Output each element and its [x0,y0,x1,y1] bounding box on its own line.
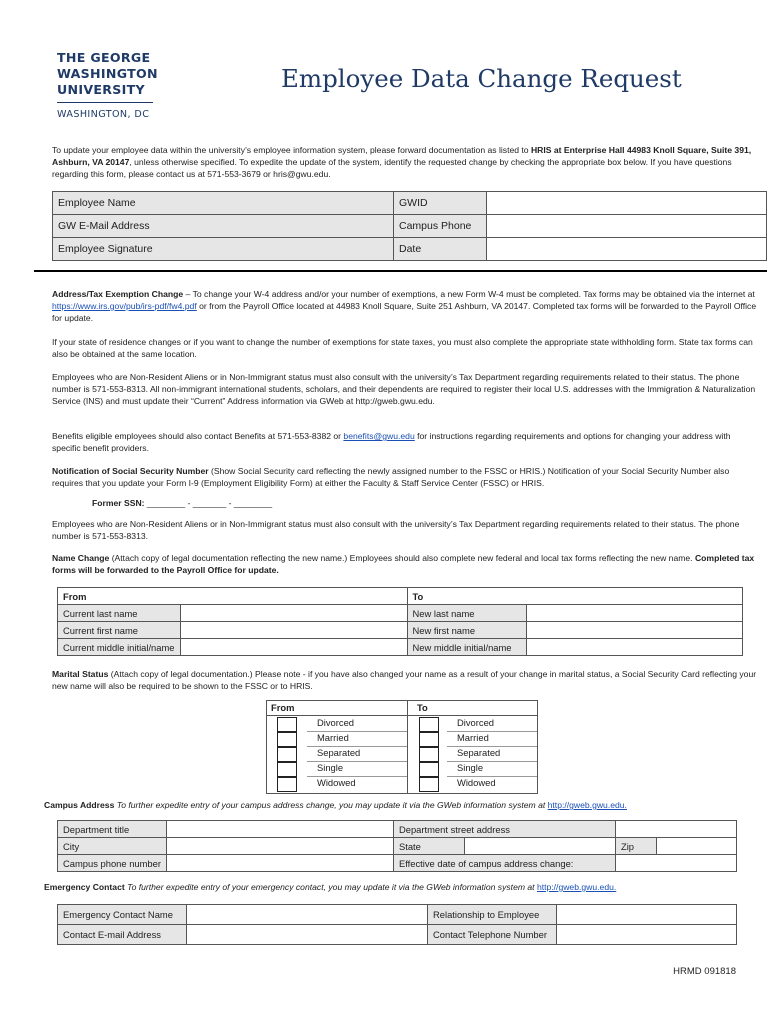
benefits-paragraph [52,430,757,454]
marital-from-label-married: Married [317,732,349,743]
name-change-paragraph [52,552,757,576]
marital-to-checkbox-separated[interactable] [419,747,439,762]
marital-to-label-widowed: Widowed [457,777,496,788]
page-title: Employee Data Change Request [281,64,682,93]
marital-text: (Attach copy of legal documentation.) Please note - if you have also changed your name as a result of your change in marital status, a Social Security Card reflecting your new name will also be required to be shown to the FSSC or to HRIS. [52,669,757,691]
marital-to-label-married: Married [457,732,489,743]
employee-info-table [52,191,767,261]
emergency-contact-name-field[interactable] [187,905,428,925]
marital-header-rule [267,715,537,716]
campus-text: To further expedite entry of your campus address change, you may update it via the GWeb information system at [114,800,548,810]
name-change-text: (Attach copy of legal documentation reflecting the new name.) Employees should also complete new federal and local tax forms reflecting the new name. [109,553,695,563]
campus-phone-label: Campus Phone [394,215,487,238]
emergency-gweb-link[interactable]: http://gweb.gwu.edu. [536,882,617,892]
non-resident-paragraph: Employees who are Non-Resident Aliens or in Non-Immigrant status must also consult with the university’s Tax Department regarding requirements related to their status. The phone number is 571-553-8313. All non-immigrant international students, scholars, and their dependents are required to register their local U.S. addresses with the Immigration & Naturalization Service (INS) and must update their “Current” Address information via GWeb at http://gweb.gwu.edu. [52,372,756,406]
new-last-name-label: New last name [407,605,526,622]
emergency-text: To further expedite entry of your emergency contact, you may update it via the GWeb information system at [124,882,537,892]
state-field[interactable] [464,838,615,855]
marital-to-checkbox-widowed[interactable] [419,777,439,792]
logo-line-1: THE GEORGE [57,50,151,65]
intro-text: To update your employee data within the university’s employee information system, please forward documentation as listed to [52,145,531,155]
marital-from-label-divorced: Divorced [317,717,354,728]
contact-email-label: Contact E-mail Address [58,925,187,945]
department-title-field[interactable] [166,821,393,838]
former-ssn [92,498,272,508]
name-from-header: From [58,588,408,605]
campus-phone-number-label: Campus phone number [58,855,167,872]
address-heading: Address/Tax Exemption Change [52,289,184,299]
department-title-label: Department title [58,821,167,838]
address-text: – To change your W-4 address and/or your number of exemptions, a new Form W-4 must be completed. Tax forms may be obtained via the internet at [183,289,755,299]
section-divider [34,270,767,272]
campus-address-table [57,820,737,872]
marital-from-checkbox-divorced[interactable] [277,717,297,732]
zip-field[interactable] [656,838,736,855]
ssn-heading: Notification of Social Security Number [52,466,209,476]
emergency-contact-paragraph [44,882,764,892]
marital-to-checkbox-single[interactable] [419,762,439,777]
gwid-label: GWID [394,192,487,215]
marital-column-rule [407,701,408,793]
campus-gweb-link[interactable]: http://gweb.gwu.edu. [547,800,627,810]
benefits-text: Benefits eligible employees should also contact Benefits at 571-553-8382 or [52,431,344,441]
effective-date-label: Effective date of campus address change: [393,855,615,872]
marital-from-checkbox-separated[interactable] [277,747,297,762]
address-change-paragraph [52,288,757,324]
new-middle-name-field[interactable] [526,639,742,656]
marital-to-header: To [417,702,428,713]
marital-to-label-separated: Separated [457,747,501,758]
ssn-non-resident-paragraph: Employees who are Non-Resident Aliens or in Non-Immigrant status must also consult with the university’s Tax Department regarding requirements related to their status. The phone number is 571-553-8313. [52,519,740,541]
department-street-field[interactable] [615,821,736,838]
emergency-contact-table [57,904,737,945]
benefits-text-2: for instructions regarding requirements and options for changing your address with specific benefit providers. [52,431,731,453]
former-ssn-label: Former SSN: [92,498,145,508]
current-last-name-label: Current last name [58,605,181,622]
marital-from-label-separated: Separated [317,747,361,758]
gw-email-label: GW E-Mail Address [53,215,394,238]
marital-heading: Marital Status [52,669,109,679]
city-field[interactable] [166,838,393,855]
current-first-name-label: Current first name [58,622,181,639]
current-first-name-field[interactable] [180,622,407,639]
address-text-2: or from the Payroll Office located at 44983 Knoll Square, Suite 251 Ashburn, VA 20147. Completed tax forms will be forwarded to the Payroll Office for update. [52,301,757,323]
date-field[interactable] [487,238,767,261]
department-street-label: Department street address [393,821,615,838]
new-middle-name-label: New middle initial/name [407,639,526,656]
intro-paragraph [52,144,757,180]
ssn-paragraph [52,465,757,489]
employee-name-label: Employee Name [53,192,394,215]
benefits-email-link[interactable]: benefits@gwu.edu [343,431,415,441]
form-code: HRMD 091818 [673,966,736,977]
ssn-text: (Show Social Security card reflecting the newly assigned number to the FSSC or HRIS.) Notification of your Social Security Number also requires that you update your Form I-9 (Employment Eligibility Form) at either the Faculty & Staff Service Center (FSSC) or HRIS. [52,466,730,488]
date-label: Date [394,238,487,261]
name-to-header: To [407,588,742,605]
university-logo [57,50,157,120]
marital-from-label-single: Single [317,762,344,773]
logo-line-2: WASHINGTON [57,66,158,81]
logo-line-4: WASHINGTON, DC [57,109,150,120]
intro-address: HRIS at Enterprise Hall 44983 Knoll Square, Suite 391, Ashburn, VA 20147 [52,145,752,167]
gwid-field[interactable] [487,192,767,215]
relationship-field[interactable] [557,905,737,925]
marital-from-label-widowed: Widowed [317,777,356,788]
new-last-name-field[interactable] [526,605,742,622]
new-first-name-label: New first name [407,622,526,639]
logo-line-3: UNIVERSITY [57,82,145,97]
new-first-name-field[interactable] [526,622,742,639]
name-change-bold: Completed tax forms will be forwarded to the Payroll Office for update. [52,553,755,575]
state-tax-paragraph: If your state of residence changes or if you want to change the number of exemptions for state taxes, you must also complete the appropriate state withholding form. State tax forms can also be obtained at the same location. [52,337,753,359]
current-middle-name-field[interactable] [180,639,407,656]
marital-from-checkbox-widowed[interactable] [277,777,297,792]
marital-to-checkbox-divorced[interactable] [419,717,439,732]
state-label: State [393,838,464,855]
marital-status-box [266,700,538,794]
emergency-contact-name-label: Emergency Contact Name [58,905,187,925]
marital-from-checkbox-married[interactable] [277,732,297,747]
employee-signature-label: Employee Signature [53,238,394,261]
emergency-heading: Emergency Contact [44,882,125,892]
campus-phone-number-field[interactable] [166,855,393,872]
irs-form-link[interactable]: https://www.irs.gov/pub/irs-pdf/fw4.pdf [52,301,197,311]
name-change-table [57,587,743,656]
name-change-heading: Name Change [52,553,110,563]
relationship-label: Relationship to Employee [428,905,557,925]
city-label: City [58,838,167,855]
campus-heading: Campus Address [44,800,115,810]
contact-telephone-label: Contact Telephone Number [428,925,557,945]
logo-divider [57,102,153,103]
marital-to-checkbox-married[interactable] [419,732,439,747]
campus-address-paragraph [44,800,764,810]
marital-from-header: From [271,702,295,713]
marital-status-paragraph [52,668,757,692]
marital-from-checkbox-single[interactable] [277,762,297,777]
intro-text-2: , unless otherwise specified. To expedite the update of the system, identify the requested change by checking the appropriate box below. If you have questions regarding this form, please contact us at 571-553-3679 or hris@gwu.edu. [52,157,732,179]
effective-date-field[interactable] [615,855,736,872]
former-ssn-field[interactable]: ________ - _______ - ________ [146,498,273,508]
contact-telephone-field[interactable] [557,925,737,945]
current-middle-name-label: Current middle initial/name [58,639,181,656]
current-last-name-field[interactable] [180,605,407,622]
contact-email-field[interactable] [187,925,428,945]
zip-label: Zip [615,838,656,855]
campus-phone-field[interactable] [487,215,767,238]
marital-to-label-divorced: Divorced [457,717,494,728]
marital-to-label-single: Single [457,762,484,773]
